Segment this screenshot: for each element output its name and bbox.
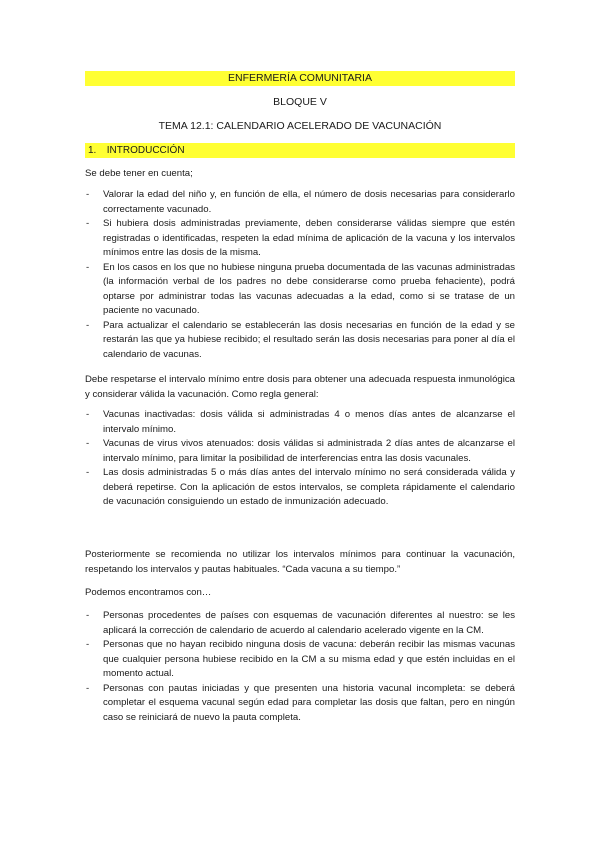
list-item: - Personas que no hayan recibido ninguna dosis de vacuna: deberán recibir las mismas vacunas que cualquier persona hubiese recibido en la CM a su misma edad y que estén incluidas en el momento actual.: [86, 639, 515, 679]
considerations-list: [85, 188, 515, 362]
list-item: - Valorar la edad del niño y, en función de ella, el número de dosis necesarias para considerarlo correctamente vacunado.: [86, 189, 515, 215]
course-title: ENFERMERÍA COMUNITARIA: [85, 71, 515, 86]
list-item: - Vacunas de virus vivos atenuados: dosis válidas si administrada 2 días antes de alcanzarse el intervalo mínimo, para limitar la posibilidad de interferencias entra las dosis vacunales.: [86, 438, 515, 464]
block-title: BLOQUE V: [273, 96, 327, 108]
section-title: INTRODUCCIÓN: [106, 145, 185, 156]
list-item: - Personas procedentes de países con esquemas de vacunación diferentes al nuestro: se les aplicará la corrección de calendario de acuerdo al calendario acelerado vigente en la CM.: [86, 610, 515, 636]
section-number: 1.: [88, 145, 97, 156]
interval-paragraph: Debe respetarse el intervalo mínimo entre dosis para obtener una adecuada respuesta inmunológica y considerar válida la vacunación. Como regla general:: [85, 374, 515, 400]
list-item: - Personas con pautas iniciadas y que presenten una historia vacunal incompleta: se deberá completar el esquema vacunal según edad para completar las dosis que faltan, pero en ningún caso se reiniciará de nuevo la pauta completa.: [86, 682, 515, 723]
recommendation-paragraph: Posteriormente se recomienda no utilizar los intervalos mínimos para continuar la vacunación, respetando los intervalos y pautas habituales. “Cada vacuna a su tiempo.”: [85, 549, 515, 575]
section-heading: [85, 143, 515, 158]
topic-title: TEMA 12.1: CALENDARIO ACELERADO DE VACUNACIÓN: [158, 120, 442, 132]
cases-intro: Podemos encontramos con…: [85, 587, 212, 598]
list-item: - En los casos en los que no hubiese ninguna prueba documentada de las vacunas administradas (la información verbal de los padres no debe considerarse como prueba fehaciente), podrá optarse por administrar todas las vacunas adecuadas a la edad, como si se tratase de un paciente no vacunado.: [86, 261, 515, 316]
list-item: - Vacunas inactivadas: dosis válida si administradas 4 o menos días antes de alcanzarse el intervalo mínimo.: [86, 409, 515, 435]
list-item: - Para actualizar el calendario se establecerán las dosis necesarias en función de la edad y se restarán las que ya hubiese recibido; el resultado serán las dosis necesarias para poner al día el calendario de vacunas.: [86, 319, 515, 360]
general-rule-list: [85, 408, 515, 510]
cases-list: [85, 609, 515, 725]
list-item: - Las dosis administradas 5 o más días antes del intervalo mínimo no será considerada válida y deberá repetirse. Con la aplicación de estos intervalos, se completa rápidamente el calendario de vacunación consiguiendo un estado de inmunización adecuado.: [86, 467, 515, 507]
intro-text: Se debe tener en cuenta;: [85, 168, 193, 179]
list-item: - Si hubiera dosis administradas previamente, deben considerarse válidas siempre que estén registradas o identificadas, respeten la edad mínima de aplicación de la vacuna y los intervalos mínimos entre las dosis de la misma.: [86, 218, 515, 258]
